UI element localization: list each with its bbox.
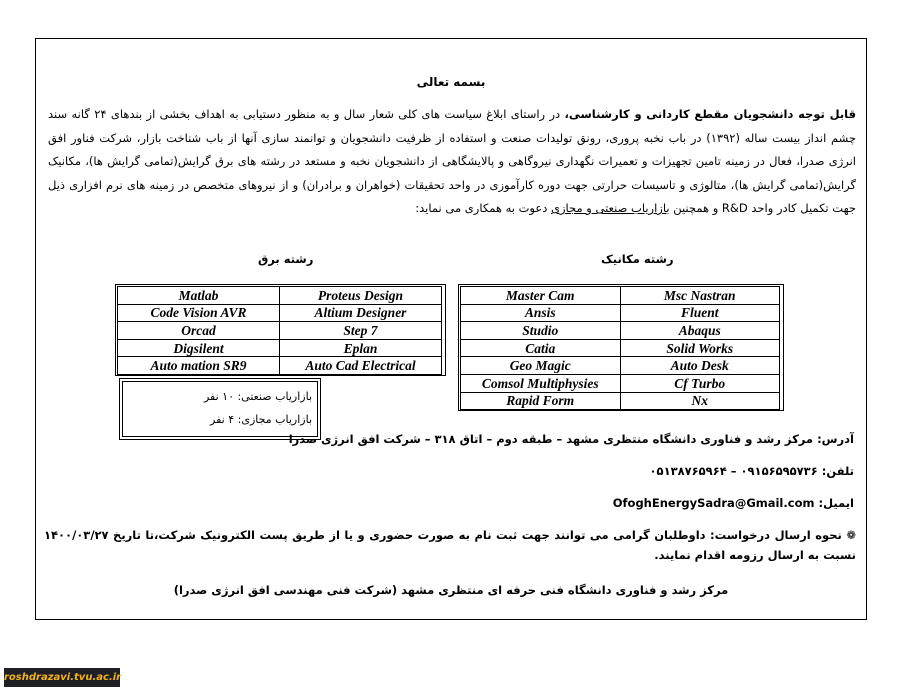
electrical-software-cell: Code Vision AVR (118, 304, 280, 322)
intro-bold: قابل توجه دانشجویان مقطع کاردانی و کارشناسی، (564, 107, 856, 121)
mechanical-software-cell: Solid Works (620, 339, 780, 357)
electrical-table (117, 286, 442, 375)
mechanical-software-cell: Auto Desk (620, 357, 780, 375)
intro-text-1: در راستای ابلاغ سیاست های کلی شعار سال و به منظور دستیابی به اهداف بخشی از بندهای ۲۴ گانه سند چشم انداز بیست ساله (۱۳۹۲) در باب نخبه پروری، رونق تولیدات صنعت و استفاده از ظرفیت دانشجویان و توانمند سازی آنها از باب شناخت بازار، شرکت فناور افق انرژی صدرا، فعال در زمینه تامین تجهیزات و تعمیرات نگهداری نیروگاهی و پالایشگاهی از دانشجویان نخبه و مستعد در رشته های برق گرایش(تمامی گرایش ها)، مکانیک گرایش(تمامی گرایش ها)، متالوژی و تاسیسات حرارتی جهت دوره کارآموزی در واحد تحقیقات (خواهران و برادران) و از نیروهای متخصص در زمینه های نرم افزاری ذیل جهت تکمیل کادر واحد R&D و همچنین (48, 107, 857, 215)
mechanical-software-cell: Master Cam (461, 287, 621, 305)
email-row (613, 496, 854, 510)
electrical-software-cell: Eplan (280, 339, 442, 357)
mechanical-software-cell: Studio (461, 322, 621, 340)
mechanical-row (461, 322, 780, 340)
mechanical-software-cell: Geo Magic (461, 357, 621, 375)
mechanical-software-cell: Comsol Multiphysies (461, 374, 621, 392)
mechanical-table (460, 286, 780, 410)
mechanical-row (461, 392, 780, 410)
mechanical-row (461, 287, 780, 305)
electrical-row (118, 322, 442, 340)
mechanical-software-cell: Msc Nastran (620, 287, 780, 305)
electrical-software-cell: Matlab (118, 287, 280, 305)
mechanical-software-cell: Nx (620, 392, 780, 410)
email-link[interactable]: OfoghEnergySadra@Gmail.com (612, 496, 815, 510)
electrical-row (118, 357, 442, 375)
electrical-row (118, 287, 442, 305)
document-frame (35, 38, 867, 620)
phone-label: تلفن: (821, 464, 854, 478)
email-label: ایمیل: (818, 496, 854, 510)
marketer-industrial: بازاریاب صنعتی: ۱۰ نفر (203, 390, 312, 403)
electrical-row (118, 339, 442, 357)
intro-text-2: دعوت به همکاری می نماید: (415, 201, 551, 215)
mechanical-software-cell: Ansis (461, 304, 621, 322)
electrical-software-cell: Digsilent (118, 339, 280, 357)
document-title: بسمه تعالی (416, 75, 486, 89)
application-notice: ❁ نحوه ارسال درخواست: داوطلبان گرامی می توانند جهت ثبت نام به صورت حضوری و یا از طریق پست الکترونیک شرکت،تا تاریخ ۱۴۰۰/۰۳/۲۷ نسبت به ارسال رزومه اقدام نمایند. (44, 528, 856, 562)
mechanical-software-cell: Cf Turbo (620, 374, 780, 392)
mechanical-software-cell: Rapid Form (461, 392, 621, 410)
phone-value: ۰۹۱۵۶۵۹۵۷۳۶ – ۰۵۱۳۸۷۶۵۹۶۴ (649, 464, 818, 478)
phone-row (650, 464, 854, 478)
address-row (289, 432, 854, 446)
electrical-title: رشته برق (258, 252, 314, 266)
mechanical-software-cell: Catia (461, 339, 621, 357)
electrical-software-cell: Auto mation SR9 (118, 357, 280, 375)
electrical-software-cell: Orcad (118, 322, 280, 340)
mechanical-row (461, 304, 780, 322)
site-watermark: roshdrazavi.tvu.ac.ir (4, 668, 120, 687)
marketer-virtual: بازاریاب مجازی: ۴ نفر (210, 413, 312, 426)
electrical-software-cell: Altium Designer (280, 304, 442, 322)
mechanical-software-cell: Fluent (620, 304, 780, 322)
mechanical-row (461, 339, 780, 357)
intro-underlined: بازاریاب صنعتی و مجازی (551, 201, 670, 215)
mechanical-title: رشته مکانیک (601, 252, 674, 266)
mechanical-row (461, 374, 780, 392)
electrical-software-cell: Proteus Design (280, 287, 442, 305)
address-value: مرکز رشد و فناوری دانشگاه منتظری مشهد – طبقه دوم – اتاق ۳۱۸ – شرکت افق انرژی صدرا (288, 432, 814, 446)
mechanical-row (461, 357, 780, 375)
address-label: آدرس: (817, 432, 854, 446)
electrical-software-cell: Step 7 (280, 322, 442, 340)
mechanical-software-cell: Abaqus (620, 322, 780, 340)
footer-text: مرکز رشد و فناوری دانشگاه فنی حرفه ای منتظری مشهد (شرکت فنی مهندسی افق انرژی صدرا) (173, 583, 729, 597)
electrical-software-cell: Auto Cad Electrical (280, 357, 442, 375)
electrical-row (118, 304, 442, 322)
marketers-box (119, 378, 321, 440)
intro-paragraph (48, 103, 856, 221)
